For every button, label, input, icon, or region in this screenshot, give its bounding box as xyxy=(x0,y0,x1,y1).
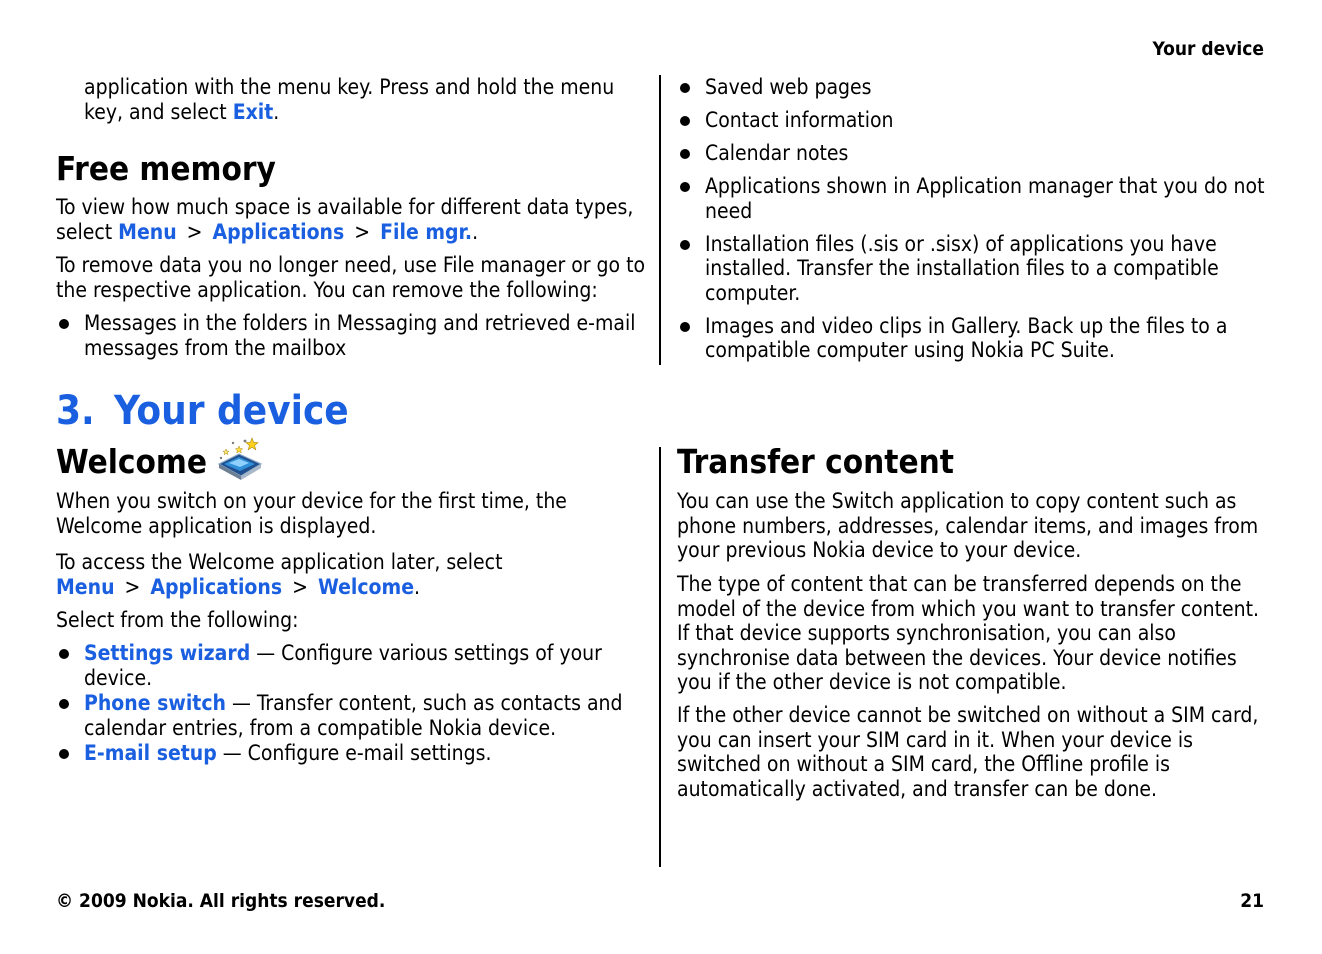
chapter-number: 3. xyxy=(56,388,95,434)
list-item: Installation files (.sis or .sisx) of applications you have installed. Transfer the installation files to a compatible computer. xyxy=(677,232,1267,306)
menu-link[interactable]: Menu xyxy=(118,219,177,244)
transfer-paragraph-1: You can use the Switch application to copy content such as phone numbers, addresses, calendar items, and images from your previous Nokia device to your device. xyxy=(677,489,1259,563)
welcome-paragraph-2 xyxy=(56,550,648,599)
list-item: Saved web pages xyxy=(677,75,1267,100)
free-memory-list xyxy=(56,311,648,360)
column-divider-bottom xyxy=(659,447,661,867)
welcome-heading xyxy=(56,443,207,481)
welcome-paragraph-3: Select from the following: xyxy=(56,608,299,632)
removable-data-list xyxy=(677,75,1267,363)
list-item: Applications shown in Application manager that you do not need xyxy=(677,174,1267,223)
free-memory-period: . xyxy=(472,219,479,244)
column-divider-top xyxy=(659,75,661,365)
copyright-notice: © 2009 Nokia. All rights reserved. xyxy=(56,890,386,912)
option-description: — Configure e-mail settings. xyxy=(216,741,492,766)
welcome-link[interactable]: Welcome xyxy=(317,574,415,599)
welcome-options-list xyxy=(56,641,648,766)
transfer-paragraph-3: If the other device cannot be switched on without a SIM card, you can insert your SIM card in it. When your device is switched on without a SIM card, the Offline profile is automatically activated, and transfer can be done. xyxy=(677,703,1259,801)
option-description: — Configure various settings of your device. xyxy=(84,641,602,690)
transfer-content-heading: Transfer content xyxy=(677,442,954,481)
continuation-end: . xyxy=(273,99,280,124)
list-item xyxy=(56,691,648,740)
file-manager-link[interactable]: File mgr. xyxy=(380,219,473,244)
applications-link[interactable]: Applications xyxy=(212,219,345,244)
path-separator: > xyxy=(354,219,371,244)
welcome-paragraph-1: When you switch on your device for the first time, the Welcome application is displayed. xyxy=(56,489,567,538)
applications-link[interactable]: Applications xyxy=(150,574,283,599)
welcome-access-text: To access the Welcome application later, select xyxy=(56,550,503,574)
path-separator: > xyxy=(186,219,203,244)
path-separator: > xyxy=(292,574,308,599)
list-item: Contact information xyxy=(677,108,1267,133)
list-item: Messages in the folders in Messaging and retrieved e-mail messages from the mailbox xyxy=(56,311,648,360)
path-separator: > xyxy=(124,574,141,599)
settings-wizard-link[interactable]: Settings wizard xyxy=(84,641,251,665)
list-item xyxy=(56,741,648,766)
transfer-paragraph-2: The type of content that can be transferred depends on the model of the device from which you want to transfer content. If that device supports synchronisation, you can also synchronise data between the devices. Your device notifies you if the other device is not compatible. xyxy=(677,572,1260,695)
free-memory-paragraph-1 xyxy=(56,195,648,244)
chapter-heading xyxy=(56,388,349,434)
welcome-period: . xyxy=(414,574,421,599)
free-memory-intro: To view how much space is available for different data types, select xyxy=(56,195,634,244)
running-head: Your device xyxy=(1152,38,1264,60)
list-item: Calendar notes xyxy=(677,141,1267,166)
menu-link[interactable]: Menu xyxy=(56,574,115,599)
free-memory-heading: Free memory xyxy=(56,149,276,188)
free-memory-paragraph-2: To remove data you no longer need, use File manager or go to the respective application. You can remove the following: xyxy=(56,253,646,302)
email-setup-link[interactable]: E-mail setup xyxy=(84,741,217,766)
page-number: 21 xyxy=(1240,890,1264,912)
list-item xyxy=(56,641,648,690)
chapter-title: Your device xyxy=(114,388,349,434)
welcome-title: Welcome xyxy=(56,442,207,481)
welcome-icon xyxy=(215,436,263,482)
continuation-paragraph xyxy=(84,75,644,124)
continuation-text: application with the menu key. Press and hold the menu key, and select xyxy=(84,75,615,124)
list-item: Images and video clips in Gallery. Back up the files to a compatible computer using Nokia PC Suite. xyxy=(677,314,1267,363)
option-description: — Transfer content, such as contacts and calendar entries, from a compatible Nokia device. xyxy=(84,691,623,740)
phone-switch-link[interactable]: Phone switch xyxy=(84,691,226,716)
exit-link[interactable]: Exit xyxy=(232,99,274,124)
